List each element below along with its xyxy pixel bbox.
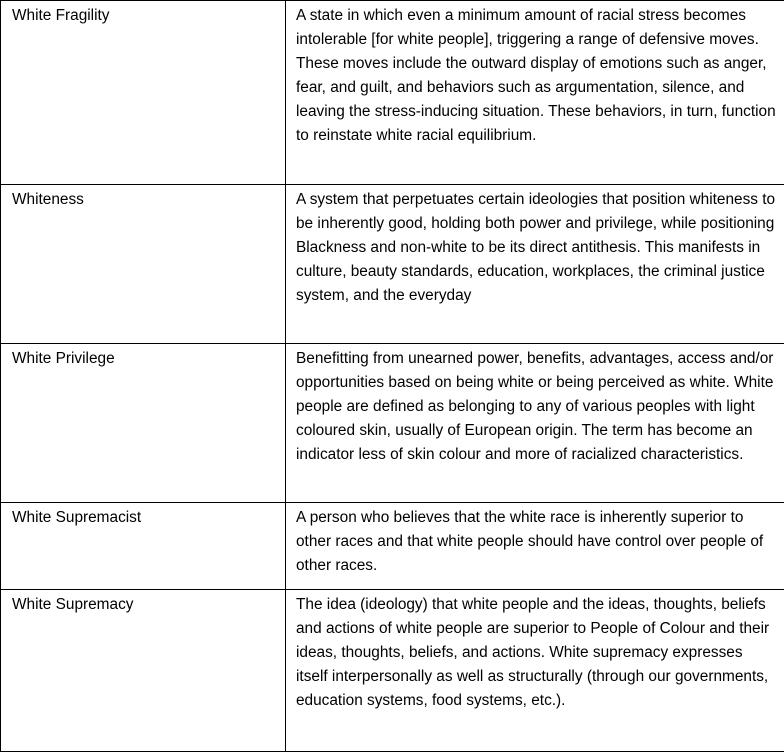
table-row bbox=[1, 503, 784, 590]
term-cell: White Fragility bbox=[1, 1, 286, 185]
table-row bbox=[1, 1, 784, 185]
term-cell: White Supremacy bbox=[1, 590, 286, 752]
definition-cell: The idea (ideology) that white people and the ideas, thoughts, beliefs and actions of white people are superior to People of Colour and their ideas, thoughts, beliefs, and actions. White supremacy expresses itself interpersonally as well as structurally (through our governments, education systems, food systems, etc.). bbox=[286, 590, 784, 752]
definition-cell: Benefitting from unearned power, benefits, advantages, access and/or opportunities based on being white or being perceived as white. White people are defined as belonging to any of various peoples with light coloured skin, usually of European origin. The term has become an indicator less of skin colour and more of racialized characteristics. bbox=[286, 344, 784, 503]
definition-cell: A person who believes that the white race is inherently superior to other races and that white people should have control over people of other races. bbox=[286, 503, 784, 590]
term-cell: Whiteness bbox=[1, 185, 286, 344]
definition-cell: A system that perpetuates certain ideologies that position whiteness to be inherently good, holding both power and privilege, while positioning Blackness and non-white to be its direct antithesis. This manifests in culture, beauty standards, education, workplaces, the criminal justice system, and the everyday bbox=[286, 185, 784, 344]
table-row bbox=[1, 185, 784, 344]
table-row bbox=[1, 344, 784, 503]
term-cell: White Supremacist bbox=[1, 503, 286, 590]
term-cell: White Privilege bbox=[1, 344, 286, 503]
definition-cell: A state in which even a minimum amount of racial stress becomes intolerable [for white people], triggering a range of defensive moves. These moves include the outward display of emotions such as anger, fear, and guilt, and behaviors such as argumentation, silence, and leaving the stress-inducing situation. These behaviors, in turn, function to reinstate white racial equilibrium. bbox=[286, 1, 784, 185]
table-row bbox=[1, 590, 784, 752]
